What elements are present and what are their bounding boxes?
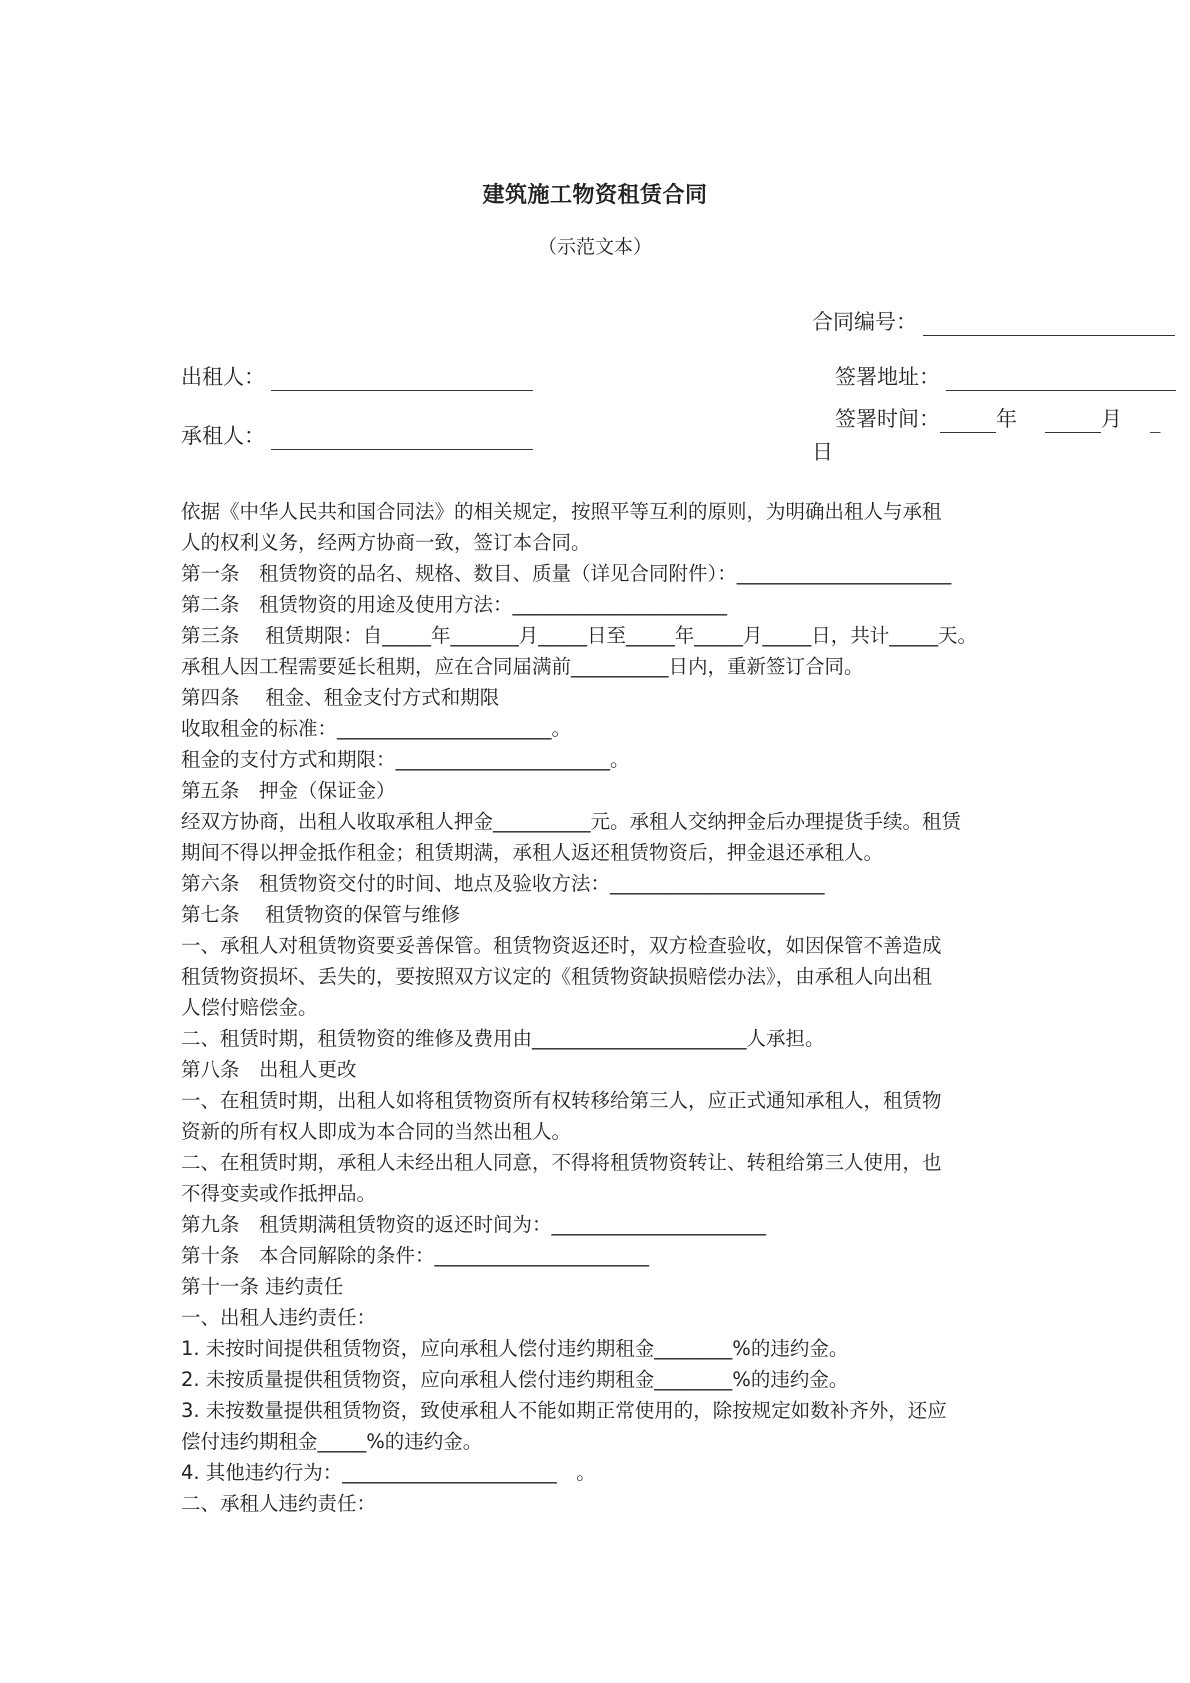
body-line: 4. 其他违约行为：______________________ 。 xyxy=(181,1461,596,1484)
lessee-field xyxy=(181,420,533,450)
sign-day-label: 日 xyxy=(812,440,833,464)
body-line: 第七条 租赁物资的保管与维修 xyxy=(181,903,461,926)
body-line: 一、在租赁时期，出租人如将租赁物资所有权转移给第三人，应正式通知承租人，租赁物 xyxy=(181,1089,942,1112)
body-line: 偿付违约期租金_____%的违约金。 xyxy=(181,1430,483,1453)
body-line: 第五条 押金（保证金） xyxy=(181,779,396,802)
contract-number-field xyxy=(812,306,1175,336)
body-line: 3. 未按数量提供租赁物资，致使承租人不能如期正常使用的，除按规定如数补齐外，还应 xyxy=(181,1399,947,1422)
sign-place-blank xyxy=(946,368,1176,391)
sign-place-label: 签署地址： xyxy=(835,365,940,389)
document-title: 建筑施工物资租赁合同 xyxy=(482,182,708,208)
body-line: 二、承租人违约责任： xyxy=(181,1492,377,1515)
lessee-label: 承租人： xyxy=(181,424,265,448)
body-line: 经双方协商，出租人收取承租人押金__________元。承租人交纳押金后办理提货手续。租赁 xyxy=(181,810,962,833)
body-line: 第二条 租赁物资的用途及使用方法：______________________ xyxy=(181,593,728,616)
lessor-label: 出租人： xyxy=(181,365,265,389)
body-line: 一、出租人违约责任： xyxy=(181,1306,377,1329)
lessor-blank xyxy=(271,368,533,391)
sign-time-field xyxy=(835,403,1161,433)
body-line: 第十一条 违约责任 xyxy=(181,1275,344,1298)
body-line: 租赁物资损坏、丢失的，要按照双方议定的《租赁物资缺损赔偿办法》，由承租人向出租 xyxy=(181,965,932,988)
body-line: 人偿付赔偿金。 xyxy=(181,996,318,1019)
body-line: 第四条 租金、租金支付方式和期限 xyxy=(181,686,500,709)
body-line: 第三条 租赁期限：自_____年_______月_____日至_____年_____月_____日，共计_____天。 xyxy=(181,624,977,647)
contract-body xyxy=(181,496,1011,1519)
body-line: 二、租赁时期，租赁物资的维修及费用由______________________人承担。 xyxy=(181,1027,825,1050)
body-line: 承租人因工程需要延长租期，应在合同届满前__________日内，重新签订合同。 xyxy=(181,655,864,678)
body-line: 二、在租赁时期，承租人未经出租人同意，不得将租赁物资转让、转租给第三人使用，也 xyxy=(181,1151,942,1174)
body-line: 第九条 租赁期满租赁物资的返还时间为：______________________ xyxy=(181,1213,767,1236)
body-line: 租金的支付方式和期限：______________________。 xyxy=(181,748,630,771)
body-line: 依据《中华人民共和国合同法》的相关规定，按照平等互利的原则，为明确出租人与承租 xyxy=(181,500,942,523)
body-line: 第一条 租赁物资的品名、规格、数目、质量（详见合同附件）：______________________ xyxy=(181,562,952,585)
body-line: 第八条 出租人更改 xyxy=(181,1058,357,1081)
sign-place-field xyxy=(835,361,1176,391)
sign-year-blank xyxy=(940,410,996,433)
sign-year-label: 年 xyxy=(996,407,1017,431)
sign-time-label: 签署时间： xyxy=(835,407,940,431)
sign-day-field xyxy=(812,436,833,466)
body-line: 期间不得以押金抵作租金；租赁期满，承租人返还租赁物资后，押金退还承租人。 xyxy=(181,841,884,864)
sign-day-dash: _ xyxy=(1150,409,1161,433)
body-line: 不得变卖或作抵押品。 xyxy=(181,1182,377,1205)
contract-number-blank xyxy=(923,313,1175,336)
lessor-field xyxy=(181,361,533,391)
body-line: 1. 未按时间提供租赁物资，应向承租人偿付违约期租金________%的违约金。 xyxy=(181,1337,849,1360)
body-line: 收取租金的标准：______________________。 xyxy=(181,717,572,740)
body-line: 第六条 租赁物资交付的时间、地点及验收方法：______________________ xyxy=(181,872,825,895)
body-line: 2. 未按质量提供租赁物资，应向承租人偿付违约期租金________%的违约金。 xyxy=(181,1368,849,1391)
body-line: 人的权利义务，经两方协商一致，签订本合同。 xyxy=(181,531,591,554)
sign-month-blank xyxy=(1045,410,1101,433)
body-line: 资新的所有权人即成为本合同的当然出租人。 xyxy=(181,1120,572,1143)
body-line: 第十条 本合同解除的条件：______________________ xyxy=(181,1244,650,1267)
contract-number-label: 合同编号： xyxy=(812,310,917,334)
document-subtitle: （示范文本） xyxy=(537,236,652,258)
lessee-blank xyxy=(271,427,533,450)
body-line: 一、承租人对租赁物资要妥善保管。租赁物资返还时，双方检查验收，如因保管不善造成 xyxy=(181,934,942,957)
sign-month-label: 月 xyxy=(1101,407,1122,431)
